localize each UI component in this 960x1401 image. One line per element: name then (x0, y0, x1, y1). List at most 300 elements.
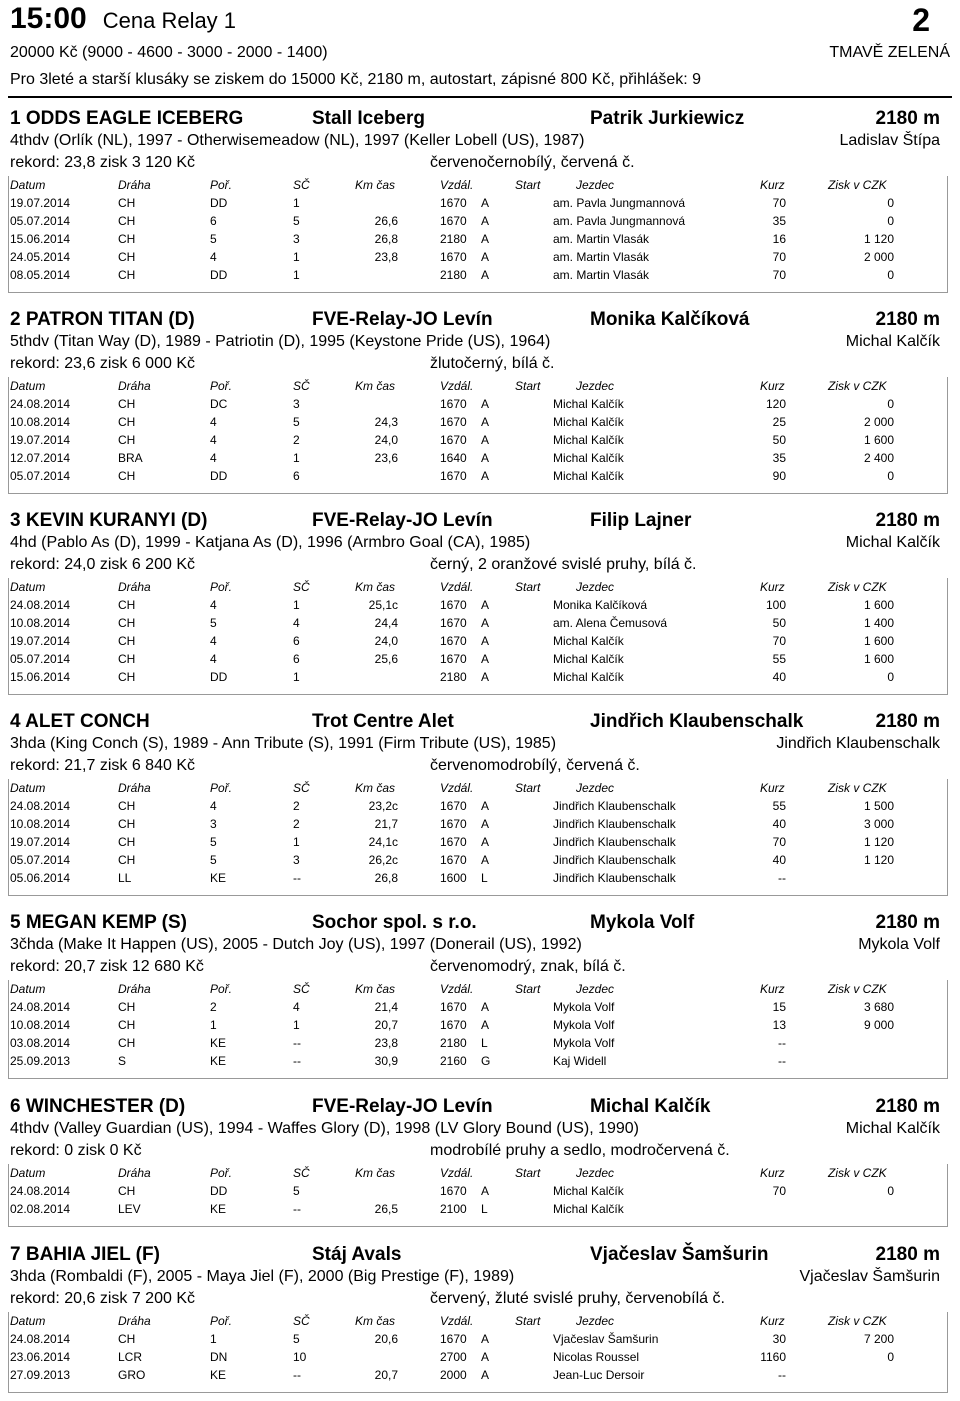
pedigree: 3čhda (Make It Happen (US), 2005 - Dutch Joy (US), 1997 (Donerail (US), 1992) (10, 936, 582, 953)
cell-driver: Jindřich Klaubenschalk (553, 871, 676, 885)
pedigree: 3hda (Rombaldi (F), 2005 - Maya Jiel (F), 2000 (Big Prestige (F), 1989) (10, 1268, 515, 1285)
record-earnings: rekord: 20,6 zisk 7 200 Kč (10, 1290, 195, 1307)
cell-date: 24.08.2014 (10, 1000, 71, 1014)
racing-colors: červenomodrobílý, červená č. (430, 757, 640, 774)
column-header-odds: Kurz (760, 982, 785, 996)
cell-sc: 3 (293, 397, 300, 411)
cell-driver: Jindřich Klaubenschalk (553, 799, 676, 813)
cell-km: 26,5 (374, 1202, 398, 1216)
cell-odds: 70 (772, 835, 786, 849)
cell-win: 7 200 (863, 1332, 894, 1346)
cell-sc: 1 (293, 451, 300, 465)
cell-dist: 1670 (440, 817, 467, 831)
cell-dist: 2180 (440, 268, 467, 282)
entry-3 (10, 510, 946, 686)
column-header-win: Zisk v CZK (828, 1166, 887, 1180)
cell-driver: am. Pavla Jungmannová (553, 196, 686, 210)
column-header-start: Start (515, 379, 541, 393)
race-title (10, 2, 950, 40)
cell-driver: am. Martin Vlasák (553, 250, 650, 264)
column-header-win: Zisk v CZK (828, 1314, 887, 1328)
driver-name: Vjačeslav Šamšurin (799, 1268, 940, 1285)
driver-name: Mykola Volf (858, 936, 940, 953)
cell-win: 0 (887, 214, 894, 228)
cell-km: 25,6 (374, 652, 398, 666)
cell-date: 10.08.2014 (10, 616, 71, 630)
cell-odds: 40 (772, 853, 786, 867)
cell-date: 05.07.2014 (10, 652, 71, 666)
column-header-dist: Vzdál. (440, 1166, 474, 1180)
cell-start: A (481, 616, 490, 630)
cell-sc: 4 (293, 1000, 300, 1014)
cell-driver: Michal Kalčík (553, 415, 624, 429)
cell-start: A (481, 1184, 490, 1198)
cell-track: GRO (118, 1368, 146, 1382)
race-distance: 2180 m (875, 711, 940, 732)
cell-win: 1 400 (863, 616, 894, 630)
racing-colors: červenočernobílý, červená č. (430, 154, 635, 171)
cell-odds: 13 (772, 1018, 786, 1032)
record-earnings: rekord: 23,6 zisk 6 000 Kč (10, 355, 195, 372)
entry-border (8, 377, 948, 494)
cell-driver: Nicolas Roussel (553, 1350, 640, 1364)
cell-odds: 70 (772, 634, 786, 648)
cell-sc: 6 (293, 634, 300, 648)
cell-sc: -- (293, 1054, 301, 1068)
cell-win: 0 (887, 397, 894, 411)
horse-name: 7 BAHIA JIEL (F) (10, 1244, 160, 1265)
cell-start: A (481, 397, 490, 411)
cell-driver: Mykola Volf (553, 1036, 615, 1050)
cell-track: CH (118, 214, 136, 228)
cell-pos: 6 (210, 214, 217, 228)
cell-start: A (481, 817, 490, 831)
entry-record-line (10, 1290, 946, 1312)
record-earnings: rekord: 23,8 zisk 3 120 Kč (10, 154, 195, 171)
cell-dist: 1670 (440, 433, 467, 447)
cell-track: CH (118, 268, 136, 282)
cell-odds: 70 (772, 250, 786, 264)
cell-win: 0 (887, 670, 894, 684)
cell-dist: 1670 (440, 799, 467, 813)
cell-odds: -- (778, 1054, 786, 1068)
entry-border (8, 1164, 948, 1227)
cell-km: 23,8 (374, 250, 398, 264)
entry-heading (10, 510, 946, 534)
cell-track: CH (118, 232, 136, 246)
column-header-date: Datum (10, 178, 46, 192)
cell-odds: 70 (772, 196, 786, 210)
racing-colors: černý, 2 oranžové svislé pruhy, bílá č. (430, 556, 697, 573)
entry-4 (10, 711, 946, 887)
cell-odds: 70 (772, 1184, 786, 1198)
cell-pos: 2 (210, 1000, 217, 1014)
cell-start: A (481, 1350, 490, 1364)
cell-sc: 2 (293, 433, 300, 447)
entry-record-line (10, 355, 946, 377)
owner-stable: Stáj Avals (312, 1244, 402, 1265)
column-header-start: Start (515, 982, 541, 996)
cell-track: CH (118, 1036, 136, 1050)
cell-km: 23,2c (368, 799, 398, 813)
cell-win: 2 400 (863, 451, 894, 465)
column-header-dist: Vzdál. (440, 781, 474, 795)
cell-odds: 55 (772, 652, 786, 666)
cell-km: 24,4 (374, 616, 398, 630)
cell-odds: 30 (772, 1332, 786, 1346)
cell-pos: DD (210, 1184, 228, 1198)
record-earnings: rekord: 24,0 zisk 6 200 Kč (10, 556, 195, 573)
cell-pos: KE (210, 1202, 227, 1216)
cell-date: 19.07.2014 (10, 433, 71, 447)
horse-name: 3 KEVIN KURANYI (D) (10, 510, 208, 531)
column-header-sc: SČ (293, 178, 310, 192)
column-header-km: Km čas (355, 982, 396, 996)
race-distance: 2180 m (875, 1244, 940, 1265)
cell-pos: KE (210, 1036, 227, 1050)
cell-dist: 1670 (440, 598, 467, 612)
cell-date: 02.08.2014 (10, 1202, 71, 1216)
race-conditions: Pro 3leté a starší klusáky se ziskem do 15000 Kč, 2180 m, autostart, zápisné 800 Kč, přihlášek: 9 (10, 71, 702, 88)
cell-km: 20,7 (374, 1368, 398, 1382)
cell-sc: 5 (293, 415, 300, 429)
column-header-sc: SČ (293, 982, 310, 996)
cell-sc: 2 (293, 799, 300, 813)
cell-pos: DD (210, 469, 228, 483)
cell-start: A (481, 1018, 490, 1032)
cell-win: 1 600 (863, 634, 894, 648)
cell-km: 21,7 (374, 817, 398, 831)
racing-colors: modrobílé pruhy a sedlo, modročervená č. (430, 1142, 730, 1159)
cell-km: 20,6 (374, 1332, 398, 1346)
column-header-pos: Poř. (210, 982, 233, 996)
cell-win: 1 120 (863, 835, 894, 849)
cell-km: 30,9 (374, 1054, 398, 1068)
cell-date: 12.07.2014 (10, 451, 71, 465)
cell-km: 26,8 (374, 232, 398, 246)
cell-date: 24.08.2014 (10, 598, 71, 612)
cell-track: CH (118, 250, 136, 264)
cell-driver: Michal Kalčík (553, 469, 624, 483)
cell-driver: am. Martin Vlasák (553, 268, 650, 282)
cell-pos: 4 (210, 799, 217, 813)
cell-date: 05.07.2014 (10, 853, 71, 867)
cell-win: 1 600 (863, 433, 894, 447)
entry-pedigree-line (10, 132, 946, 154)
entry-pedigree-line (10, 333, 946, 355)
cell-dist: 1670 (440, 835, 467, 849)
cell-date: 10.08.2014 (10, 1018, 71, 1032)
cell-track: CH (118, 853, 136, 867)
cell-track: LCR (118, 1350, 143, 1364)
cell-track: S (118, 1054, 127, 1068)
column-header-win: Zisk v CZK (828, 580, 887, 594)
cell-pos: 5 (210, 853, 217, 867)
cell-win: 1 500 (863, 799, 894, 813)
entry-border (8, 176, 948, 293)
entry-heading (10, 108, 946, 132)
column-header-start: Start (515, 178, 541, 192)
cell-pos: 4 (210, 634, 217, 648)
cell-pos: 4 (210, 250, 217, 264)
cell-sc: 2 (293, 817, 300, 831)
cell-track: CH (118, 1018, 136, 1032)
cell-date: 03.08.2014 (10, 1036, 71, 1050)
cell-start: G (481, 1054, 491, 1068)
cell-date: 24.08.2014 (10, 397, 71, 411)
owner-stable: Trot Centre Alet (312, 711, 454, 732)
column-header-track: Dráha (118, 1166, 151, 1180)
cell-dist: 2180 (440, 670, 467, 684)
column-header-km: Km čas (355, 580, 396, 594)
horse-name: 6 WINCHESTER (D) (10, 1096, 186, 1117)
cell-km: 26,2c (368, 853, 398, 867)
cell-driver: Mykola Volf (553, 1018, 615, 1032)
entry-heading (10, 711, 946, 735)
cell-start: A (481, 433, 490, 447)
cell-odds: 1160 (760, 1350, 786, 1364)
entry-record-line (10, 1142, 946, 1164)
column-header-track: Dráha (118, 580, 151, 594)
pedigree: 5thdv (Titan Way (D), 1989 - Patriotin (D), 1995 (Keystone Pride (US), 1964) (10, 333, 551, 350)
column-header-dist: Vzdál. (440, 580, 474, 594)
column-header-dist: Vzdál. (440, 379, 474, 393)
column-header-odds: Kurz (760, 781, 785, 795)
trainer-name: Jindřich Klaubenschalk (590, 711, 804, 732)
header-divider (8, 96, 952, 98)
cell-driver: Vjačeslav Šamšurin (553, 1332, 659, 1346)
entry-6 (10, 1096, 946, 1218)
cell-date: 19.07.2014 (10, 196, 71, 210)
pedigree: 4thdv (Orlík (NL), 1997 - Otherwisemeadow (NL), 1997 (Keller Lobell (US), 1987) (10, 132, 585, 149)
horse-name: 2 PATRON TITAN (D) (10, 309, 195, 330)
cell-track: CH (118, 670, 136, 684)
race-name: Cena Relay 1 (102, 8, 237, 33)
cell-sc: 3 (293, 232, 300, 246)
entry-pedigree-line (10, 936, 946, 958)
cell-odds: -- (778, 1036, 786, 1050)
race-distance: 2180 m (875, 309, 940, 330)
cell-track: CH (118, 196, 136, 210)
cell-sc: 10 (293, 1350, 307, 1364)
column-header-driver: Jezdec (576, 781, 615, 795)
cell-dist: 1600 (440, 871, 467, 885)
cell-odds: 40 (772, 817, 786, 831)
cell-date: 24.05.2014 (10, 250, 71, 264)
cell-dist: 1670 (440, 1332, 467, 1346)
cell-driver: Jean-Luc Dersoir (553, 1368, 645, 1382)
column-header-track: Dráha (118, 781, 151, 795)
trainer-name: Filip Lajner (590, 510, 692, 531)
cell-win: 3 680 (863, 1000, 894, 1014)
cell-pos: 4 (210, 415, 217, 429)
cell-sc: -- (293, 1202, 301, 1216)
race-distance: 2180 m (875, 108, 940, 129)
cell-sc: -- (293, 1368, 301, 1382)
column-header-pos: Poř. (210, 379, 233, 393)
column-header-pos: Poř. (210, 580, 233, 594)
race-number: 2 (912, 2, 930, 38)
column-header-dist: Vzdál. (440, 178, 474, 192)
entry-heading (10, 309, 946, 333)
column-header-start: Start (515, 1166, 541, 1180)
cell-sc: 1 (293, 268, 300, 282)
cell-sc: 6 (293, 652, 300, 666)
cell-win: 1 600 (863, 598, 894, 612)
cell-km: 24,0 (374, 634, 398, 648)
cell-odds: 50 (772, 616, 786, 630)
cell-driver: Michal Kalčík (553, 652, 624, 666)
cell-start: A (481, 232, 490, 246)
cell-driver: Mykola Volf (553, 1000, 615, 1014)
cell-dist: 2700 (440, 1350, 467, 1364)
column-header-win: Zisk v CZK (828, 178, 887, 192)
cell-win: 3 000 (863, 817, 894, 831)
cell-pos: 4 (210, 433, 217, 447)
race-distance: 2180 m (875, 1096, 940, 1117)
cell-start: A (481, 469, 490, 483)
cell-start: L (481, 1036, 488, 1050)
racing-colors: červenomodrý, znak, bílá č. (430, 958, 626, 975)
cell-date: 24.08.2014 (10, 1184, 71, 1198)
cell-start: A (481, 835, 490, 849)
cell-driver: Michal Kalčík (553, 433, 624, 447)
pedigree: 3hda (King Conch (S), 1989 - Ann Tribute (S), 1991 (Firm Tribute (US), 1985) (10, 735, 557, 752)
cell-start: A (481, 196, 490, 210)
cell-pos: DD (210, 196, 228, 210)
cell-date: 24.08.2014 (10, 799, 71, 813)
cell-start: A (481, 1332, 490, 1346)
cell-odds: 25 (772, 415, 786, 429)
column-header-date: Datum (10, 781, 46, 795)
entry-border (8, 980, 948, 1079)
cell-driver: Jindřich Klaubenschalk (553, 817, 676, 831)
cell-sc: -- (293, 871, 301, 885)
entry-border (8, 578, 948, 695)
cell-start: A (481, 598, 490, 612)
cell-date: 24.08.2014 (10, 1332, 71, 1346)
column-header-sc: SČ (293, 1314, 310, 1328)
column-header-odds: Kurz (760, 178, 785, 192)
cell-driver: am. Martin Vlasák (553, 232, 650, 246)
cell-driver: Jindřich Klaubenschalk (553, 835, 676, 849)
cell-odds: 70 (772, 268, 786, 282)
cell-pos: DN (210, 1350, 228, 1364)
entry-record-line (10, 154, 946, 176)
column-header-track: Dráha (118, 379, 151, 393)
cell-date: 05.07.2014 (10, 214, 71, 228)
horse-name: 5 MEGAN KEMP (S) (10, 912, 188, 933)
cell-km: 23,8 (374, 1036, 398, 1050)
cell-odds: 55 (772, 799, 786, 813)
cell-dist: 2160 (440, 1054, 467, 1068)
column-header-pos: Poř. (210, 1314, 233, 1328)
owner-stable: FVE-Relay-JO Levín (312, 510, 493, 531)
cell-track: CH (118, 1184, 136, 1198)
cell-sc: 1 (293, 250, 300, 264)
cell-sc: 4 (293, 616, 300, 630)
record-earnings: rekord: 21,7 zisk 6 840 Kč (10, 757, 195, 774)
driver-name: Michal Kalčík (845, 534, 940, 551)
driver-name: Jindřich Klaubenschalk (776, 735, 940, 752)
column-header-driver: Jezdec (576, 1314, 615, 1328)
cell-dist: 1670 (440, 652, 467, 666)
cell-dist: 2180 (440, 1036, 467, 1050)
column-header-dist: Vzdál. (440, 1314, 474, 1328)
cell-dist: 1670 (440, 214, 467, 228)
cell-odds: 120 (765, 397, 786, 411)
racing-colors: žlutočerný, bílá č. (430, 355, 555, 372)
column-header-start: Start (515, 781, 541, 795)
record-earnings: rekord: 0 zisk 0 Kč (10, 1142, 142, 1159)
pedigree: 4hd (Pablo As (D), 1999 - Katjana As (D), 1996 (Armbro Goal (CA), 1985) (10, 534, 531, 551)
cell-odds: 50 (772, 433, 786, 447)
cell-dist: 1670 (440, 415, 467, 429)
cell-track: CH (118, 598, 136, 612)
column-header-driver: Jezdec (576, 580, 615, 594)
cell-pos: 4 (210, 451, 217, 465)
cell-start: A (481, 652, 490, 666)
column-header-track: Dráha (118, 178, 151, 192)
cell-dist: 1670 (440, 853, 467, 867)
column-header-win: Zisk v CZK (828, 379, 887, 393)
driver-name: Michal Kalčík (845, 333, 940, 350)
horse-name: 4 ALET CONCH (10, 711, 150, 732)
cell-sc: 3 (293, 853, 300, 867)
cell-dist: 2180 (440, 232, 467, 246)
column-header-sc: SČ (293, 379, 310, 393)
cell-dist: 1670 (440, 1018, 467, 1032)
cell-dist: 1670 (440, 196, 467, 210)
owner-stable: Sochor spol. s r.o. (312, 912, 477, 933)
column-header-sc: SČ (293, 781, 310, 795)
cell-date: 10.08.2014 (10, 415, 71, 429)
cell-date: 15.06.2014 (10, 232, 71, 246)
column-header-km: Km čas (355, 781, 396, 795)
race-distance: 2180 m (875, 912, 940, 933)
cell-start: A (481, 268, 490, 282)
entry-record-line (10, 757, 946, 779)
column-header-win: Zisk v CZK (828, 781, 887, 795)
cell-pos: KE (210, 1054, 227, 1068)
cell-odds: 35 (772, 214, 786, 228)
cell-track: BRA (118, 451, 143, 465)
column-header-start: Start (515, 580, 541, 594)
cell-track: CH (118, 835, 136, 849)
column-header-driver: Jezdec (576, 178, 615, 192)
cell-dist: 1670 (440, 1184, 467, 1198)
cell-start: L (481, 871, 488, 885)
column-header-driver: Jezdec (576, 982, 615, 996)
cell-dist: 1670 (440, 1000, 467, 1014)
cell-start: A (481, 670, 490, 684)
cell-driver: Jindřich Klaubenschalk (553, 853, 676, 867)
cell-odds: 100 (765, 598, 786, 612)
trainer-name: Monika Kalčíková (590, 309, 750, 330)
column-header-driver: Jezdec (576, 379, 615, 393)
cell-start: A (481, 250, 490, 264)
cell-km: 20,7 (374, 1018, 398, 1032)
entry-pedigree-line (10, 1268, 946, 1290)
cell-track: CH (118, 616, 136, 630)
cell-pos: 1 (210, 1018, 217, 1032)
cell-track: CH (118, 415, 136, 429)
cell-pos: DD (210, 670, 228, 684)
cell-odds: 15 (772, 1000, 786, 1014)
cell-start: A (481, 634, 490, 648)
trainer-name: Michal Kalčík (590, 1096, 711, 1117)
cell-start: A (481, 214, 490, 228)
